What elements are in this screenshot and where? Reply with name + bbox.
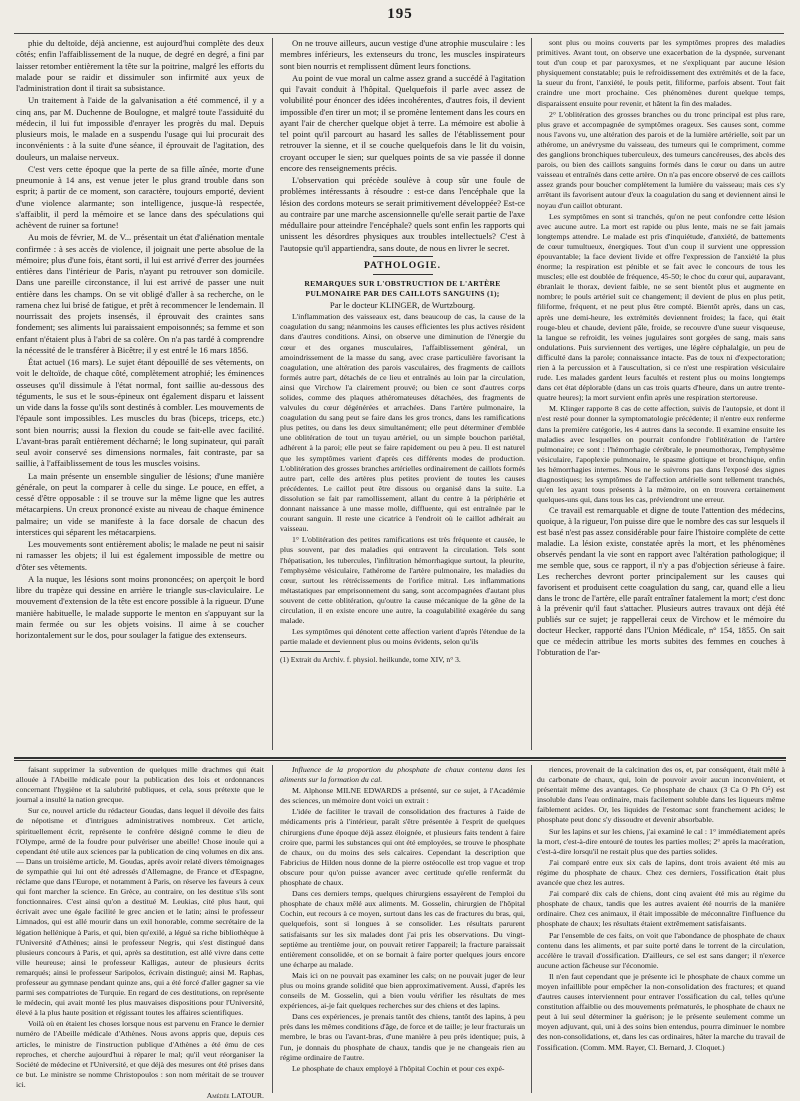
column-2 bbox=[280, 38, 525, 750]
column-6 bbox=[537, 765, 785, 1093]
paragraph: J'ai comparé entre eux six cals de lapins, dont trois avaient été mis au régime du phosphate de chaux. Chez ces derniers, l'ossification était plus avancée que chez les autres. bbox=[537, 857, 785, 888]
paragraph: A la nuque, les lésions sont moins prononcées; on aperçoit le bord libre du trapèze qui dessine en arrière le triangle sus-claviculaire. Le mouvement d'extension de la tête est encore possible à la rigueur. D'une manière habituelle, le malade supporte le menton en s'appuyant sur la main fermée ou sur les objets voisins. Il aime à se coucher horizontalement sur le dos, pour soulager la fatigue des extenseurs. bbox=[16, 573, 264, 640]
paragraph: Les symptômes en sont si tranchés, qu'on ne peut confondre cette lésion avec aucune autre. La mort est rapide ou plus lente, mais ne se fait jamais longtemps attendre. Le malade est pris d'inquiétude, d'anxiété, de battements de cœur tumultueux, énergiques. Tout d'un coup il survient une oppression épouvantable; la face devient livide et offre l'expression de l'anxiété la plus énorme; la respiration est pénible et se fait avec le concours de tous les muscles; elle est doublée de fréquence, 45-50; le choc du cœur qui, auparavant, ébranlait le thorax, devient faible, ne se sent bientôt plus et augmente en nombre; le pouls artériel suit ce changement; il devient de plus en plus petit, filiforme, fréquent, et ne peut plus être compté. Bientôt après, dans un cas, après une demi-heure, les extrémités deviennent froides; la face, qui était rouge-bleu et chaude, devient pâle, froide, se recouvre d'une sueur visqueuse, la langue se refroidit, les veines jugulaires sont gorgées de sang, mais sans ondulations. Puis surviennent des vertiges, une légère céphalalgie, un peu de difficulté dans la parole; connaissance intacte. Pas de toux ni d'expectoration; rien à la percussion et à l'auscultation, si ce n'est une respiration vésiculaire rude. Les malades gardent leurs facultés et restent plus ou moins longtemps dans cet état déplorable (dans un cas trois quarts d'heure, dans un autre trente-quatre heures); la mort survient enfin après une respiration stertoreuse. bbox=[537, 211, 785, 403]
paragraph: C'est vers cette époque que la perte de sa fille aînée, morte d'une pneumonie à 14 ans, est venue jeter le plus grand trouble dans son esprit; à partir de ce moment, son caractère, toujours emporté, devient d'une violence alarmante; son intelligence, jusque-là respectée, s'affaiblit, il perd la mémoire et se lance dans des spéculations qui achèvent de ruiner sa fortune! bbox=[16, 163, 264, 230]
paragraph: Il n'en faut cependant que je présente ici le phosphate de chaux comme un moyen infaillible pour empêcher la non-consolidation des fractures; et quand d'autres causes interviennent pour entraver l'ossification du cal, telles qu'une constitution affaiblie ou des mouvements prématurés, le phosphate de chaux ne peut à lui seul déterminer la guérison; je le présente seulement comme un moyen adjuvant, qui, uni à des soins bien entendus, pourra diminuer le nombre des non-consolidations, et, dans les cas ordinaires, hâter la marche du travail de l'ossification. (Comm. MM. Rayer, Cl. Bernard, J. Cloquet.) bbox=[537, 971, 785, 1052]
footnote: (1) Extrait du Archiv. f. physiol. heilkunde, tome XIV, n° 3. bbox=[280, 655, 461, 665]
paragraph: Sur ce, nouvel article du rédacteur Goudas, dans lequel il dévoile des faits de népotisme et d'intrigues administratives nombreux. Cet article, spirituellement écrit, représente le confrère désigné comme le dieu de l'Olympe, armé de la foudre pour pulvériser une abeille! Chose inouïe qui a cependant été utile aux sciences par la publication de cinq volumes en dix ans. — Dans un troisième article, M. Goudas, après avoir relaté divers témoignages de sympathie qui lui ont été adressés d'Allemagne, de France et d'Espagne, réclame que dans l'Europe, et notamment à Paris, on réserve les faveurs à ceux qui font marcher la science. En Grèce, au contraire, on les destitue s'ils sont fonctionnaires. C'est ainsi qu'on a destitué M. Leukias, cité plus haut, qui écrivait avec une égale facilité le grec ancien et le latin; ainsi le professeur Limnados, qui est allé mourir dans un exil honorable, comme secrétaire de la légation hellénique à Paris, et qui, bien qu'exilé, a légué sa riche bibliothèque à l'Université d'Athènes; ainsi le professeur Negris, qui s'est distingué dans plusieurs concours à Paris, et qui, après sa destitution, est allé vivre dans cette ville heureuse; ainsi le professeur Kalligas, auteur de plusieurs écrits remarqués; ainsi le professeur Saripolos, écrivain distingué; ainsi M. Raphas, professeur au gymnase pendant quinze ans, qui a été forcé d'aller gagner sa vie parmi ses compatriotes de Turquie. En regard de ces destitutions, on représente le médecin, qui avait monté les plus mauvaises dispositions pour l'Université, élevé à la plus haute position et régissant toutes les affaires scientifiques. bbox=[16, 806, 264, 1018]
paragraph: Le phosphate de chaux employé à l'hôpital Cochin et pour ces expé- bbox=[292, 1063, 505, 1073]
paragraph: L'inflammation des vaisseaux est, dans beaucoup de cas, la cause de la coagulation du sang; néanmoins les causes efficientes les plus actives résident dans d'autres conditions. Ainsi, on observe une diminution de l'énergie du cœur et des organes musculaires, l'affaiblissement général, un amoindrissement de la masse du sang, avec crase particulière favorisant la coagulation, une altération des parois vasculaires, des fragments de caillots formés autre part, détachés de ce lieu et entraînés au loin par la circulation, ainsi que Virchow l'a clairement prouvé; ou bien ce sont d'autres corps solides, comme des plaques athéromateuses détachées, des fragments de valvules du cœur dégénérées et arrachées. Dans l'artère pulmonaire, la coagulation du sang peut se faire dans les gros troncs, dans les ramifications plus petites, ou dans les deux simultanément; elle peut déterminer d'emblée une oblitération de tout un tuyau artériel, ou un simple bouchon pariétal, adhérent à la paroi; elle peut se faire rapidement ou peu à peu. Il est naturel que les symptômes varient d'après ces différents modes de production. L'oblitération des grosses branches artérielles ordinairement de caillots formés autre part, celle des artères plus petites provient de toutes les causes précédentes. Le caillot peut être dissous ou organisé dans la suite. La dissolution se fait par ramollissement, allant du centre à la périphérie et donnant naissance à une masse molle, diffluente, qui est entraînée par le courant sanguin. Il reste une cicatrice à l'endroit où le caillot adhérait au vaisseau. bbox=[280, 312, 525, 534]
paragraph: phie du deltoïde, déjà ancienne, est aujourd'hui complète des deux côtés; enfin l'affaiblissement de la nuque, de degré en degré, a fini par laisser retomber entièrement la tête sur la poitrine, malgré les efforts du malade pour se raidir et dissimuler son infirmité aux yeux de l'administration dont il tirait sa subsistance. bbox=[16, 38, 264, 93]
paragraph: État actuel (16 mars). Le sujet étant dépouillé de ses vêtements, on voit le deltoïde, de chaque côté, complètement atrophié; les éminences osseuses qu'il dissimule à l'état normal, font saillie au-dessous des téguments, le sus et le sous-épineux ont également disparu et laissent un vide dans la fosse qu'ils sont destinés à combler. Les mouvements de l'épaule sont impossibles. Les muscles du bras (biceps, triceps, etc.) sont bien nourris; aussi la flexion du coude se fait-elle avec facilité. L'avant-bras paraît entièrement décharné; le long supinateur, qui paraît seul avoir conservé ses dimensions normales, fait contraste, par sa saillie, à l'affaiblissement de tous les muscles voisins. bbox=[16, 357, 264, 469]
section-title: PATHOLOGIE. bbox=[364, 260, 441, 271]
paragraph: 2° L'oblitération des grosses branches ou du tronc principal est plus rare, plus grave et accompagnée de symptômes orageux. Ses causes sont, comme nous l'avons vu, une altération des parois et de la lumière artérielle, soit par un athérome, un anévrysme du vaisseau, des tumeurs qui le compriment, comme des ganglions bronchiques tuberculeux, des tumeurs cancéreuses, des abcès des parois, ou bien des caillots sanguins formés dans le cœur ou dans un autre vaisseau et entraînés dans cette artère. On n'a pas encore observé de ces caillots assez grands pour boucher complètement la lumière du vaisseau; mais ces s'y arrêtant ils favorisent autour d'eux la coagulation du sang et deviennent ainsi le noyau d'un caillot obturant. bbox=[537, 109, 785, 210]
paragraph: Mais ici on ne pouvait pas examiner les cals; on ne pouvait juger de leur plus ou moins grande solidité que bien approximativement. Aussi, d'après les conseils de M. Gosselin, qui a bien voulu vérifier les résultats de mes expériences, ai-je fait quelques recherches sur des chiens et des lapins. bbox=[280, 970, 525, 1011]
section-divider bbox=[14, 760, 786, 761]
column-3 bbox=[537, 38, 785, 750]
paragraph: Par l'ensemble de ces faits, on voit que l'abondance de phosphate de chaux contenu dans les aliments, et par suite porté dans le torrent de la circulation, accélère le travail d'ossification. D'ailleurs, ce sel est sans danger; il n'exerce aucune action fâcheuse sur l'économie. bbox=[537, 930, 785, 970]
article-title: REMARQUES SUR L'OBSTRUCTION DE L'ARTÈRE PULMONAIRE PAR DES CAILLOTS SANGUINS (1); bbox=[304, 279, 501, 298]
paragraph: Un traitement à l'aide de la galvanisation a été commencé, il y a cinq ans, par M. Duchenne de Boulogne, et malgré toute l'assiduité du médecin, il lui fut impossible d'enrayer les progrès du mal. Depuis plusieurs mois, le malade en a suspendu l'usage qui lui procurait des inconvénients : à la suite d'une séance, il éprouvait de l'agitation, des douleurs, un malaise nerveux. bbox=[16, 95, 264, 162]
paragraph: Sur les lapins et sur les chiens, j'ai examiné le cal : 1° immédiatement après la mort, c'est-à-dire entouré de toutes les parties molles; 2° après la macération, c'est-à-dire lorsqu'il ne restait plus que des parties solides. bbox=[537, 826, 785, 856]
paragraph: riences, provenait de la calcination des os, et, par conséquent, était mêlé à du carbonate de chaux, qui, loin de pouvoir avoir aucun inconvénient, et présentait même des avantages. Ce phosphate de chaux (3 Ca O Ph O⁵) est insoluble dans l'eau ordinaire, mais facilement soluble dans les liqueurs même faiblement acides. Or, les liquides de l'estomac sont franchement acides; le phosphate peut donc s'y dissoudre et devenir absorbable. bbox=[537, 765, 785, 825]
paragraph: sont plus ou moins couverts par les symptômes propres des maladies primitives. Avant tout, on observe une exacerbation de la dyspnée, survenant tout d'un coup et par paroxysmes, et ne s'expliquant par aucune lésion physiquement constatable; puis le refroidissement des extrémités et de la face, la sueur du front, l'anxiété, le pouls petit, filiforme, parfois absent. Tout fait craindre une mort prochaine. Ces phénomènes durent quelque temps, disparaissent ensuite pour revenir, et hâtent la fin des malades. bbox=[537, 38, 785, 108]
footnote-rule bbox=[280, 651, 340, 652]
column-divider bbox=[272, 765, 273, 1093]
paragraph: L'idée de faciliter le travail de consolidation des fractures à l'aide de médicaments pris à l'intérieur, paraît s'être présentée à l'esprit de quelques chirurgiens d'une époque déjà assez éloignée, et plusieurs faits tendent à faire croire que, parmi les substances qui ont été employées, se trouve le phosphate de chaux, ou du moins des sels calcaires. Cependant la description que Fabricius de Hilden nous donne de la pierre ostéocolle est trop vague et trop obscure pour qu'on puisse avancer avec certitude qu'elle renfermât du phosphate de chaux. bbox=[280, 807, 525, 888]
paragraph: M. Klinger rapporte 8 cas de cette affection, suivis de l'autopsie, et dont il n'est resté pour donner la symptomatologie précédente; il n'entre eux renferme dans la première catégorie, les 4 autres dans la seconde. Il examine ensuite les maladies avec lesquelles on pourrait confondre l'oblitération de l'artère pulmonaire; ce sont : l'hémorrhagie cérébrale, le pneumothorax, l'emphysème vésiculaire, l'apoplexie pulmonaire, le spasme glottique et bronchique, enfin les hémorrhagies internes. Nous ne le suivrons pas dans l'exposé des signes diagnostiques; les symptômes de l'affection artérielle sont tellement tranchés, qu'en les ayant tous présents à la mémoire, on en trouvera certainement quelques-uns qui, dans tous les cas, préviendront une erreur. bbox=[537, 404, 785, 505]
signature: Amédée LATOUR. bbox=[206, 1091, 264, 1100]
column-5 bbox=[280, 765, 525, 1093]
column-divider bbox=[531, 38, 532, 750]
paragraph: Au mois de février, M. de V... présentait un état d'aliénation mentale confirmée : à ses accès de violence, il joignait une perte absolue de la mémoire; plus d'une fois, étant sorti, il lui est arrivé d'errer des journées entières dans l'intérieur de Paris, n'ayant pu retrouver son domicile. Dans une pareille circonstance, il lui est arrivé de passer une nuit entière dans les champs. On se vit obligé d'aller à sa recherche, on le ramena chez lui brisé de fatigue, et prêt à recommencer le lendemain. Il nourrissait des projets insensés, il éprouvait des craintes sans fondement; ses aliments lui paraissaient empoisonnés; sa femme et son enfant n'étaient plus à l'abri de sa colère. On n'a pas tardé à comprendre la nécessité de le transférer à Bicêtre; il y est entré le 16 mars 1856. bbox=[16, 232, 264, 355]
paragraph: faisant supprimer la subvention de quelques mille drachmes qui était allouée à l'Abeille médicale pour la publication des lois et ordonnances concernant l'hygiène et la salubrité publiques, et cela, sous prétexte que le journal a insulté la nation grecque. bbox=[16, 765, 264, 805]
header-rule bbox=[14, 33, 784, 34]
paragraph: Dans ces expériences, je prenais tantôt des chiens, tantôt des lapins, à peu près dans les mêmes conditions d'âge, de force et de taille; je leur fracturais un membre, le bras ou l'avant-bras, d'une manière à peu près identique; puis, à l'un, je donnais du phosphate de chaux, tandis que je ne changeais rien au régime ordinaire de l'autre. bbox=[280, 1012, 525, 1062]
paragraph: On ne trouve ailleurs, aucun vestige d'une atrophie musculaire : les membres inférieurs, les extenseurs du tronc, les muscles inspirateurs sont bien nourris et remplissent dûment leurs fonctions. bbox=[280, 38, 525, 71]
section-rule bbox=[373, 274, 433, 275]
paragraph: La main présente un ensemble singulier de lésions; d'une manière générale, on peut la comparer à celle du singe. Le pouce, en effet, a cessé d'être opposable : il se trouve sur la même ligne que les autres métacarpiens. Un creux prononcé existe au niveau de chaque éminence palmaire; un vide se manifeste à la face dorsale de chacun des interstices qui séparent les métacarpiens. bbox=[16, 470, 264, 537]
article-byline: Par le docteur KLINGER, de Wurtzbourg. bbox=[329, 300, 476, 310]
section-rule bbox=[373, 256, 433, 257]
paragraph: M. Alphonse MILNE EDWARDS a présenté, sur ce sujet, à l'Académie des sciences, un mémoire dont voici un extrait : bbox=[280, 786, 525, 806]
paragraph: Les symptômes qui dénotent cette affection varient d'après l'étendue de la partie malade et deviennent plus ou moins évidents, selon qu'ils bbox=[280, 627, 525, 647]
paragraph: J'ai comparé dix cals de chiens, dont cinq avaient été mis au régime du phosphate de chaux, tandis que les autres avaient été nourris de la manière ordinaire. Chez ces animaux, il était impossible de méconnaître l'influence du phosphate de chaux; les résultats étaient extrêmement satisfaisants. bbox=[537, 889, 785, 929]
article-heading: Influence de la proportion du phosphate de chaux contenu dans les aliments sur la formation du cal. bbox=[280, 765, 525, 785]
column-4 bbox=[16, 765, 264, 1100]
paragraph: Voilà où en étaient les choses lorsque nous est parvenu en France le dernier numéro de l'Abeille médicale d'Athènes. Nous avons appris que, depuis ces articles, le ministre de l'instruction publique d'Athènes a été ému de ces reproches, et cherche aujourd'hui à réparer le mal; qu'il veut réorganiser la Société de médecine et l'Université, et que déjà des mesures ont été prises dans ce but. Le ministre se nomme Christopoulos : son nom méritait de se trouver ici. bbox=[16, 1019, 264, 1089]
paragraph: 1° L'oblitération des petites ramifications est très fréquente et causée, le plus souvent, par des maladies qui entravent la circulation. Tels sont l'hépatisation, les tubercules, l'infiltration hémorrhagique surtout, la pleurite, l'emphysème vésiculaire, l'athérome de l'artère pulmonaire, les maladies du cœur, surtout les rétrécissements de l'orifice mitral. Les inflammations métastatiques par emprisonnement du sang, sont accompagnées d'autant plus souvent de cette oblitération, qu'outre la cause mécanique de la gêne de la circulation, il en existe encore une autre, la coagulabilité exagérée du sang malade. bbox=[280, 535, 525, 626]
column-1 bbox=[16, 38, 264, 750]
paragraph: L'observation qui précède soulève à coup sûr une foule de problèmes intéressants à résoudre : est-ce dans l'encéphale que la lésion des cordons moteurs se serait primitivement développée? Est-ce au contraire par une marche ascensionnelle qu'elle serait partie de l'axe médullaire pour atteindre l'encéphale? quels sont enfin les rapports qui unissent les désordres physiques aux troubles intellectuels? C'est à l'autopsie qu'il appartiendra, sans doute, de nous en livrer le secret. bbox=[280, 175, 525, 253]
page-number: 195 bbox=[387, 6, 413, 22]
paragraph: Ce travail est remarquable et digne de toute l'attention des médecins, quoique, à la rigueur, l'on puisse dire que le nombre des cas sur lesquels il est basé n'est pas assez considérable pour faire l'histoire complète de cette maladie. La lésion existe, constatée après la mort, et les phénomènes observés pendant la vie sont en rapport avec l'altération pathologique; il me semble que, sous ce rapport, il n'y a pas d'objection sérieuse à faire. Les recherches devront porter principalement sur les causes qui favorisent et produisent cette coagulation du sang, car, quand elle a lieu dans le tronc de l'artère, elle paraît entraîner fatalement la mort; c'est donc à la prévenir qu'il faut s'attacher. Plusieurs autres travaux ont déjà été publiés sur ce sujet; je rappellerai ceux de Virchow et le mémoire du docteur Hecker, rapporté dans l'Union Médicale, n° 154, 1855. On sait que ce médecin attribue les morts subites des femmes en couches à l'obturation de l'ar- bbox=[537, 506, 785, 658]
column-divider bbox=[272, 38, 273, 750]
column-divider bbox=[531, 765, 532, 1093]
paragraph: Les mouvements sont entièrement abolis; le malade ne peut ni saisir ni ramasser les objets; il lui est également impossible de mettre ou d'ôter ses vêtements. bbox=[16, 539, 264, 572]
section-divider bbox=[14, 757, 786, 759]
paragraph: Au point de vue moral un calme assez grand a succédé à l'agitation qui l'avait conduit à l'hôpital. Quelquefois il parle avec assez de volubilité pour énoncer des idées incohérentes, d'autres fois, il devient impossible d'en tirer un mot; il se promène lentement dans les cours en ayant l'air de chercher quelque objet à terre. La mémoire est abolie à tel point qu'il parcourt au hasard les salles de l'établissement pour retrouver la sienne, et il se couche quelquefois dans le lit du voisin, croyant occuper le sien; sur quelques points de sa vie passée il donne encore des renseignements précis. bbox=[280, 72, 525, 173]
paragraph: Dans ces derniers temps, quelques chirurgiens essayèrent de l'emploi du phosphate de chaux mêlé aux aliments. M. Gosselin, chirurgien de l'hôpital Cochin, eut recours à ce moyen, surtout dans les cas de fractures du bras, qui, quelquefois, sont si longues à se consolider. Les résultats parurent satisfaisants sur les six malades dont j'ai pris les observations. Du vingt-septième au trentième jour, on pouvait retirer l'appareil; la fracture paraissait entièrement consolidée, et on se bornait à faire porter quelques jours encore une écharpe au malade. bbox=[280, 889, 525, 969]
